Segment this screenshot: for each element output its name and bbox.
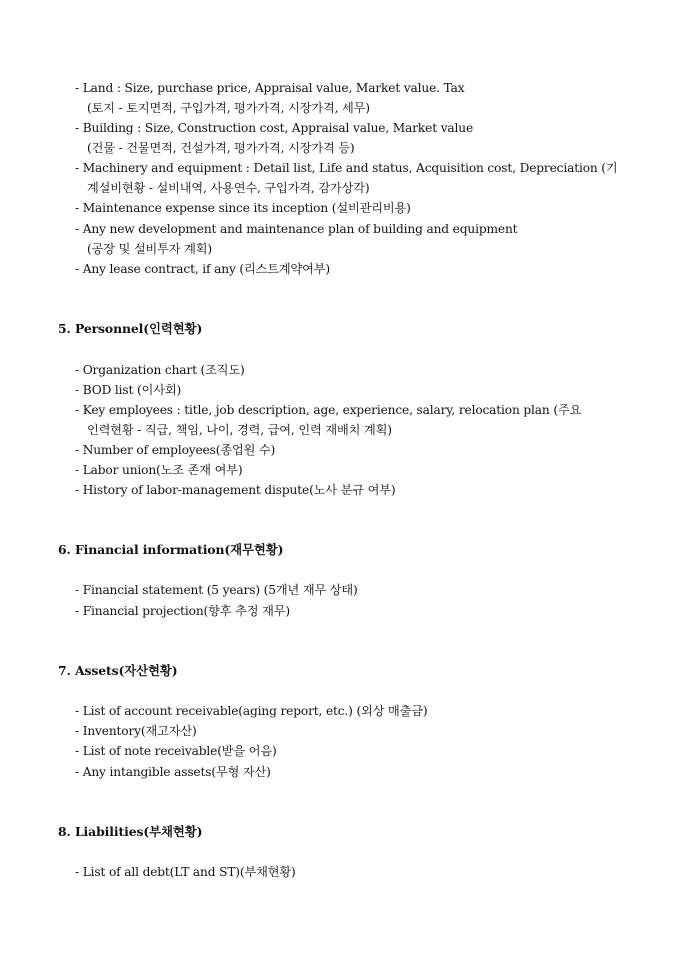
list-item-key-employees: - Key employees : title, job description, age, experience, salary, relocation plan (주요: [75, 403, 582, 417]
list-item-machinery-korean: 계설비현황 - 설비내역, 사용연수, 구입가격, 감가상각): [87, 181, 370, 195]
list-item-land-korean: (토지 - 토지면적, 구입가격, 평가가격, 시장가격, 세무): [87, 101, 370, 115]
list-item-key-employees-korean: 인력현황 - 직급, 책임, 나이, 경력, 급여, 인력 재배치 계획): [87, 423, 392, 437]
list-item-labor-union: - Labor union(노조 존재 여부): [75, 463, 243, 477]
list-item-org-chart: - Organization chart (조직도): [75, 363, 245, 377]
list-item-financial-statement: - Financial statement (5 years) (5개년 재무 상태): [75, 583, 358, 597]
list-item-intangible-assets: - Any intangible assets(무형 자산): [75, 765, 271, 779]
section-heading-liabilities: 8. Liabilities(부채현황): [58, 824, 203, 839]
list-item-maintenance: - Maintenance expense since its inception (설비관리비용): [75, 201, 411, 215]
section-heading-personnel: 5. Personnel(인력현황): [58, 321, 203, 336]
list-item-development-plan-korean: (공장 및 설비투자 계획): [87, 242, 212, 256]
list-item-bod: - BOD list (이사회): [75, 383, 182, 397]
list-item-note-receivable: - List of note receivable(받을 어음): [75, 744, 277, 758]
list-item-machinery: - Machinery and equipment : Detail list, Life and status, Acquisition cost, Depreciation (기: [75, 161, 618, 175]
list-item-inventory: - Inventory(재고자산): [75, 724, 197, 738]
list-item-development-plan: - Any new development and maintenance plan of building and equipment: [75, 222, 518, 236]
list-item-account-receivable: - List of account receivable(aging report, etc.) (외상 매출금): [75, 704, 428, 718]
list-item-building: - Building : Size, Construction cost, Appraisal value, Market value: [75, 121, 474, 135]
list-item-land: - Land : Size, purchase price, Appraisal value, Market value. Tax: [75, 81, 465, 95]
list-item-lease: - Any lease contract, if any (리스트계약여부): [75, 262, 330, 276]
list-item-building-korean: (건물 - 건물면적, 건설가격, 평가가격, 시장가격 등): [87, 141, 355, 155]
list-item-debt: - List of all debt(LT and ST)(부채현황): [75, 865, 296, 879]
section-heading-financial: 6. Financial information(재무현황): [58, 542, 284, 557]
list-item-employee-count: - Number of employees(종업원 수): [75, 443, 276, 457]
section-heading-assets: 7. Assets(자산현황): [58, 663, 178, 678]
list-item-labor-dispute: - History of labor-management dispute(노사 분규 여부): [75, 483, 396, 497]
list-item-financial-projection: - Financial projection(향후 추정 재무): [75, 604, 290, 618]
